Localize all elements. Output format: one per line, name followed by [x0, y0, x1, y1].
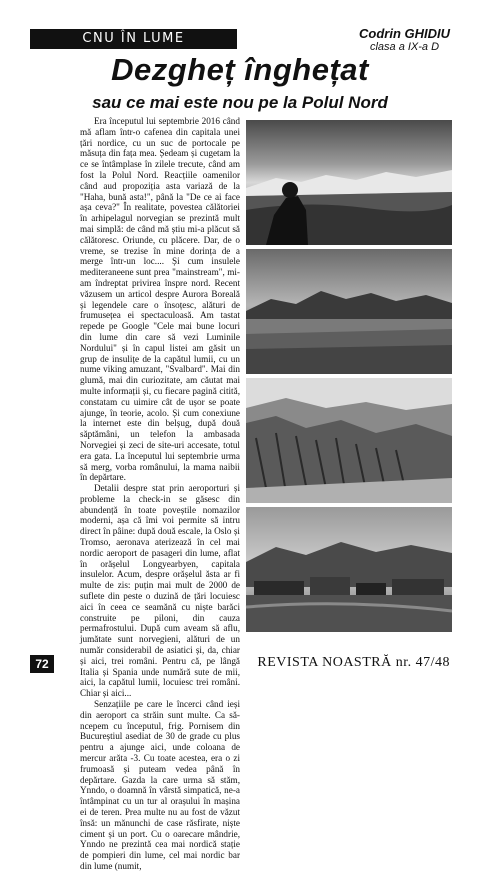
- author-name: Codrin GHIDIU: [359, 26, 450, 41]
- photo-fjord-mountains: [246, 249, 452, 374]
- article-title: Dezgheț înghețat: [111, 52, 369, 87]
- photo-eroded-hills: [246, 378, 452, 503]
- article-body: [80, 116, 240, 871]
- photo-town-longyearbyen: [246, 507, 452, 632]
- photo-column: [246, 120, 452, 636]
- magazine-footer: REVISTA NOASTRĂ nr. 47/48: [257, 655, 450, 670]
- section-label: CNU ÎN LUME: [30, 29, 237, 49]
- author-class: clasa a IX-a D: [369, 41, 440, 53]
- paragraph: Senzațiile pe care le încerci când ieși din aeroport ca străin sunt multe. Ca să-ncepem cu începutul, frig. Pornisem din Bucureștiul asediat de 30 de grade cu plus pentru a ajunge aici, unde coloana de mercur arăta -3. Cu toate acestea, era o zi frumoasă și puteam vedea până în depărtare. Gazda la care urma să stăm, Ynndo, o doamnă în vârstă simpatică, ne-a întâmpinat cu un tur al orașului în mașina ei de teren. Prea multe nu au fost de văzut însă: un mănunchi de case răsfirate, niște ciment și un port. Cu o oarecare mândrie, Ynndo ne prezintă cea mai nordică stație de pompieri din lume, cel mai nordic bar din lume (numit,: [80, 699, 240, 871]
- article-subtitle: sau ce mai este nou pe la Polul Nord: [92, 93, 388, 112]
- author-block: [359, 26, 450, 53]
- photo-glacier-sunset: [246, 120, 452, 245]
- paragraph: Era începutul lui septembrie 2016 când mă aflam într-o cafenea din capitala unei țări nordice, cu un suc de portocale pe măsuța din fața mea. Ședeam și cugetam la ce se întâmplase în zilele trecute, când am fost la Polul Nord. Reacțiile oamenilor când aud propoziția asta variază de la "Haha, bună asta!", până la "De ce ai face așa ceva?" În realitate, povestea călătoriei în arhipelagul norvegian se prezintă mult mai simplă: de când mă știu mi-a plăcut să călătoresc. Oriunde, cu plăcere. Dar, de o vreme, se trezise în mine dorința de a merge într-un loc.... Și cum insulele mediteraneene sunt prea "mainstream", mi-am îndreptat privirea înspre nord. Recent văzusem un articol despre Aurora Boreală și legendele care o însoțesc, alături de frumusețea ei spectaculoasă. Am tastat repede pe Google "Cele mai bune locuri din lume din care să vezi Luminile Nordului" și în capul listei am găsit un grup de insulițe de la capătul lumii, cu un nume viking amuzant, "Svalbard". Mai din glumă, mai din curiozitate, am căutat mai multe informații și, cu fiecare pagină citită, constatam cu uimire cât de ușor se poate ajunge, în teorie, acolo. Și cum conexiune la internet este din belșug, după două săptămâni, un telefon la ambasada Norvegiei și zeci de site-uri accesate, totul era gata. La începutul lui septembrie urma să merg, vorba românului, la mama naibii în depărtare.: [80, 116, 240, 483]
- page-number: 72: [30, 655, 54, 673]
- paragraph: Detalii despre stat prin aeroporturi și probleme la check-in se găsesc din abundență în toate poveștile nomazilor moderni, așa că îmi voi permite să intru direct în pâine: după două escale, la Oslo și Tromso, aeronava aterizează în cel mai nordic aeroport de pasageri din lume, aflat în orășelul Longyearbyen, capitala insulelor. Acum, despre orășelul ăsta ar fi multe de zis: puțin mai mult de 2000 de suflete din peste o duzină de țări locuiesc aici în ceea ce seamănă cu niște barăci construite pe piloni, din cauza permafrostului. După cum aveam să aflu, jumătate sunt norvegieni, alături de un număr considerabil de asiatici și, da, chiar și aici, trei români. Pentru că, pe lângă Italia și Spania unde numără sute de mii, aici, la capătul lumii, locuiesc trei români. Chiar și aici...: [80, 483, 240, 699]
